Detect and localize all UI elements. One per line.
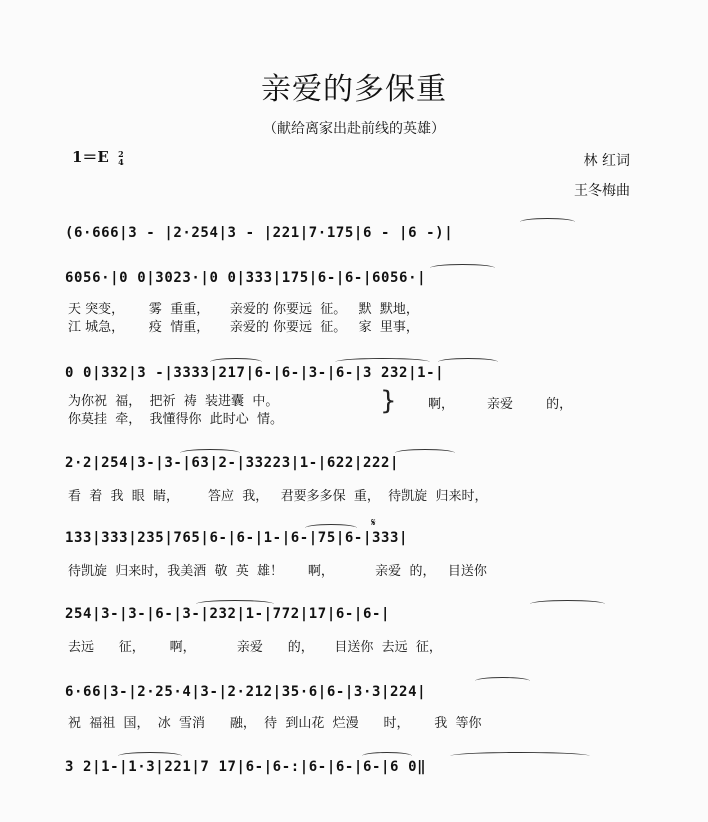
slur-mark [520, 218, 575, 226]
slur-mark [305, 524, 357, 532]
song-title: 亲爱的多保重 [261, 72, 447, 107]
notation-line-4: 2·2|254|3-|3-|63|2-|33223|1-|622|222| [65, 455, 400, 471]
slur-mark [180, 449, 240, 457]
lyrics-line-3b: 你莫挂 牵， 我懂得你 此时心 情。 [68, 412, 284, 427]
key-signature [72, 146, 124, 167]
lyrics-line-2a: 天 突变， 雾 重重， 亲爱的 你要远 征。 默 默地， [68, 302, 419, 317]
slur-mark [450, 752, 590, 760]
notation-line-8: 3 2|1-|1·3|221|7 17|6-|6-:|6-|6-|6-|6 0‖ [65, 759, 427, 775]
slur-mark [475, 677, 530, 685]
notation-line-3: 0 0|332|3 -|3333|217|6-|6-|3-|6-|3 232|1-| [65, 365, 445, 381]
lyrics-line-4: 看 着 我 眼 睛， 答应 我， 君要多多保 重， 待凯旋 归来时， [68, 489, 488, 504]
lyrics-line-3a: 为你祝 福， 把祈 祷 装进囊 中。 [68, 394, 279, 409]
verse-bracket: } [380, 386, 397, 416]
lyrics-line-6: 去远 征， 啊， 亲爱 的， 目送你 去远 征， [68, 640, 442, 655]
slur-mark [395, 449, 455, 457]
time-signature [118, 150, 124, 166]
slur-mark [335, 358, 430, 366]
slur-mark [430, 264, 495, 272]
notation-line-5: 133|333|235|765|6-|6-|1-|6-|75|6-|333| [65, 530, 409, 546]
notation-line-6: 254|3-|3-|6-|3-|232|1-|772|17|6-|6-| [65, 606, 391, 622]
song-subtitle: （献给离家出赴前线的英雄） [263, 121, 445, 137]
refrain-lyrics: 啊， 亲爱 的， [428, 397, 573, 412]
slur-mark [438, 358, 498, 366]
segno-sign: 𝄋 [371, 516, 376, 529]
notation-line-7: 6·66|3-|2·25·4|3-|2·212|35·6|6-|3·3|224| [65, 684, 427, 700]
lyrics-line-5: 待凯旋 归来时，我美酒 敬 英 雄！ 啊， 亲爱 的， 目送你 [68, 564, 487, 579]
notation-line-1: (6·666|3 - |2·254|3 - |221|7·175|6 - |6 -)| [65, 225, 454, 241]
key-label: 1＝E [72, 148, 109, 166]
lyrics-line-2b: 江 城急， 疫 情重， 亲爱的 你要远 征。 家 里事， [68, 320, 419, 335]
slur-mark [530, 600, 605, 608]
time-signature-bottom: 4 [118, 157, 124, 167]
lyricist-credit: 林 红词 [583, 153, 630, 169]
slur-mark [362, 752, 412, 760]
slur-mark [118, 752, 182, 760]
notation-line-2: 6056·|0 0|3023·|0 0|333|175|6-|6-|6056·| [65, 270, 427, 286]
time-signature-top: 2 [118, 149, 124, 159]
slur-mark [196, 600, 274, 608]
composer-credit: 王冬梅曲 [574, 183, 630, 199]
slur-mark [210, 358, 262, 366]
lyrics-line-7: 祝 福祖 国， 冰 雪消 融， 待 到山花 烂漫 时， 我 等你 [68, 716, 482, 731]
